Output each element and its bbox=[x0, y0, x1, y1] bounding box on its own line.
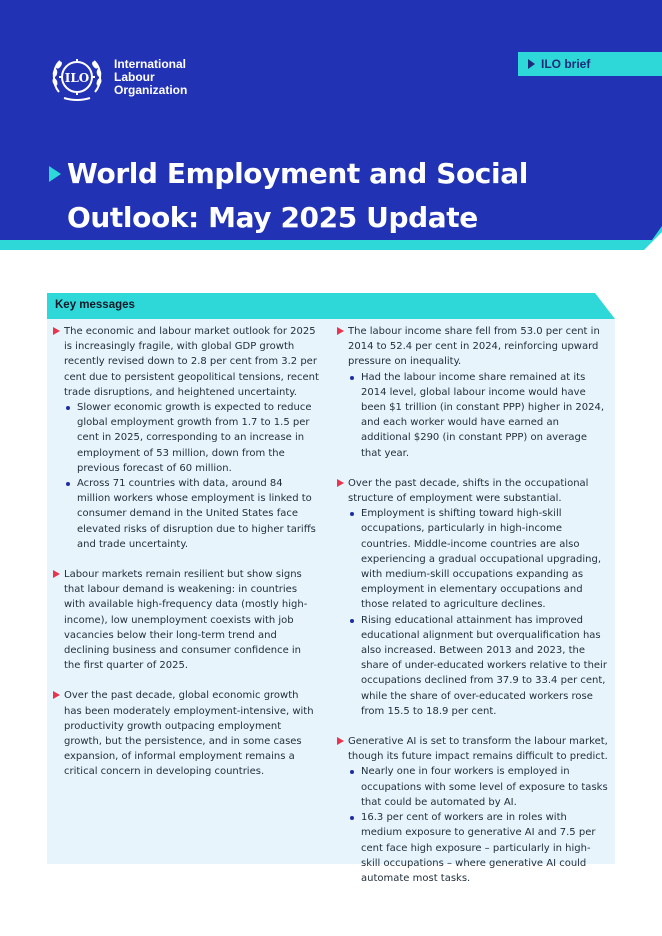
key-message bbox=[337, 476, 609, 719]
arrow-icon bbox=[337, 327, 344, 335]
key-message-text: Labour markets remain resilient but show signs that labour demand is weakening: in countries with available high-frequency data (mostly high-income), low unemployment coexists with job vacancies below their long-term trend and declining business and consumer confidence in the first quarter of 2025. bbox=[64, 569, 308, 672]
key-message bbox=[53, 688, 319, 779]
tag-label: ILO brief bbox=[541, 57, 591, 71]
bullet-dot-icon bbox=[66, 482, 70, 486]
sub-bullet bbox=[348, 506, 609, 612]
key-messages-panel bbox=[47, 319, 615, 884]
sub-bullet bbox=[64, 476, 319, 552]
sub-bullet bbox=[348, 810, 609, 886]
bullet-dot-icon bbox=[66, 406, 70, 410]
sub-bullet-text: Nearly one in four workers is employed in occupations with some level of exposure to tasks that could be automated by AI. bbox=[361, 766, 608, 808]
key-messages-right-column bbox=[337, 324, 609, 901]
sub-bullet-text: Employment is shifting toward high-skill occupations, particularly in high-income countries. Middle-income countries are also experiencing a gradual occupational upgrading, with medium-skill occupations expanding as employment in elementary occupations and those related to agriculture declines. bbox=[361, 508, 602, 611]
sub-bullet-text: Had the labour income share remained at its 2014 level, global labour income would have been $1 trillion (in constant PPP) higher in 2024, and each worker would have earned an additional $290 (in constant PPP) on average that year. bbox=[361, 371, 605, 459]
title-triangle-icon bbox=[49, 166, 61, 182]
sub-bullet bbox=[64, 400, 319, 476]
key-message bbox=[337, 324, 609, 461]
arrow-icon bbox=[337, 737, 344, 745]
sub-bullet bbox=[348, 613, 609, 719]
arrow-icon bbox=[53, 570, 60, 578]
key-messages-heading: Key messages bbox=[55, 299, 135, 311]
play-triangle-icon bbox=[528, 59, 535, 69]
logo-monogram: ILO bbox=[64, 71, 90, 85]
key-message bbox=[53, 567, 319, 673]
ilo-emblem-icon bbox=[50, 52, 104, 102]
sub-bullet-text: 16.3 per cent of workers are in roles with medium exposure to generative AI and 7.5 per cent face high exposure – particularly in high-skill occupations – where generative AI could automate most tasks. bbox=[361, 812, 596, 884]
arrow-icon bbox=[337, 479, 344, 487]
key-message-text: Generative AI is set to transform the labour market, though its future impact remains difficult to predict. bbox=[348, 736, 608, 763]
cover-banner bbox=[0, 0, 662, 250]
bullet-dot-icon bbox=[350, 619, 354, 623]
key-messages-left-column bbox=[53, 324, 319, 795]
bullet-dot-icon bbox=[350, 770, 354, 774]
arrow-icon bbox=[53, 327, 60, 335]
document-title: World Employment and Social Outlook: May 2025 Update bbox=[67, 157, 528, 234]
sub-bullet bbox=[348, 370, 609, 461]
key-messages-header bbox=[47, 293, 615, 319]
org-name-line: Organization bbox=[114, 82, 188, 97]
sub-bullet-text: Rising educational attainment has improved educational alignment but overqualification has also increased. Between 2013 and 2023, the share of under-educated workers relative to their occupations declined from 37.9 to 33.4 per cent, while the share of over-educated workers rose from 15.5 to 18.9 per cent. bbox=[361, 614, 607, 717]
key-message-text: Over the past decade, global economic growth has been moderately employment-intensive, with productivity growth outpacing employment growth, but the persistence, and in some cases expansion, of informal employment remains a critical concern in developing countries. bbox=[64, 690, 314, 778]
sub-bullet-text: Slower economic growth is expected to reduce global employment growth from 1.7 to 1.5 per cent in 2025, corresponding to an increase in employment of 53 million, down from the previous forecast of 60 million. bbox=[77, 402, 312, 474]
org-name-line: International bbox=[114, 56, 187, 71]
bullet-dot-icon bbox=[350, 376, 354, 380]
arrow-icon bbox=[53, 691, 60, 699]
sub-bullet bbox=[348, 764, 609, 810]
org-name-line: Labour bbox=[114, 69, 155, 84]
key-message bbox=[53, 324, 319, 552]
key-message-text: The labour income share fell from 53.0 per cent in 2014 to 52.4 per cent in 2024, reinforcing upward pressure on inequality. bbox=[348, 326, 600, 368]
sub-bullet-text: Across 71 countries with data, around 84 million workers whose employment is linked to consumer demand in the United States face elevated risks of disruption due to higher tariffs and trade uncertainty. bbox=[77, 478, 316, 550]
key-message-text: The economic and labour market outlook for 2025 is increasingly fragile, with global GDP growth recently revised down to 2.8 per cent from 3.2 per cent due to persistent geopolitical tensions, recent trade disruptions, and heightened uncertainty. bbox=[64, 326, 319, 398]
organization-name bbox=[114, 58, 187, 97]
bullet-dot-icon bbox=[350, 512, 354, 516]
ilo-logo bbox=[50, 52, 187, 102]
bullet-dot-icon bbox=[350, 816, 354, 820]
key-message bbox=[337, 734, 609, 886]
key-message-text: Over the past decade, shifts in the occupational structure of employment were substantial. bbox=[348, 477, 589, 505]
publication-type-tag bbox=[518, 52, 662, 76]
